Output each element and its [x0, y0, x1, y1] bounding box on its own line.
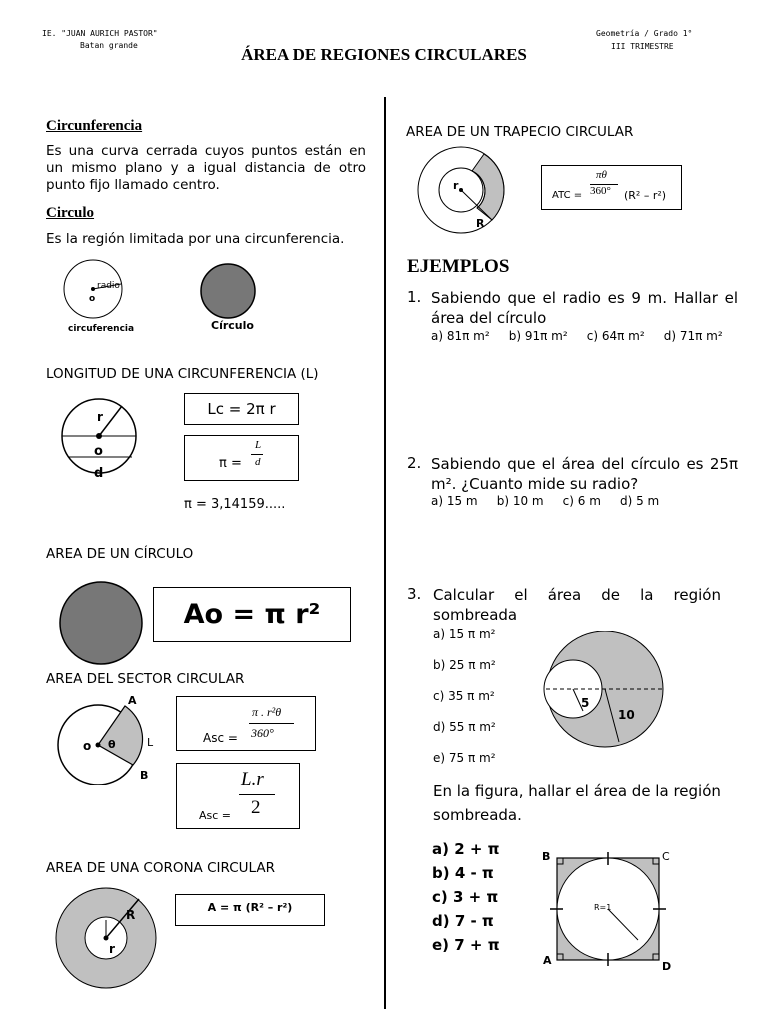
longitud-figure: [52, 393, 152, 483]
school-location: Batan grande: [80, 41, 138, 50]
sector-formula1-box: [176, 696, 316, 751]
longitud-formula: Lc = 2π r: [207, 400, 276, 418]
trapecio-R-label: R: [476, 217, 485, 230]
trapecio-formula-box: [541, 165, 682, 210]
trapecio-figure: [413, 146, 513, 236]
trapecio-formula-lhs: ATC =: [552, 190, 583, 201]
q3-option: a) 15 π m²: [433, 627, 496, 641]
pi-formula-den: d: [255, 456, 261, 468]
q1-option: a) 81π m²: [431, 329, 490, 343]
d-label: d: [94, 466, 104, 481]
q4-A-label: A: [543, 954, 552, 967]
q3-big-radius: 10: [618, 708, 635, 722]
q1-number: 1.: [407, 288, 422, 306]
ejemplos-title: EJEMPLOS: [407, 256, 510, 277]
corona-r-label: r: [109, 942, 115, 956]
pi-formula-box: [184, 435, 299, 481]
circulo-title: Circulo: [46, 205, 95, 221]
fraction-bar: [251, 454, 263, 455]
q2-text: Sabiendo que el área del círculo es 25π m². ¿Cuanto mide su radio?: [431, 455, 738, 493]
circunferencia-title: Circunferencia: [46, 118, 143, 134]
q2-option: c) 6 m: [562, 494, 601, 508]
trapecio-formula-den: 360°: [590, 185, 611, 197]
column-divider: [384, 97, 386, 1009]
fraction-bar: [249, 723, 294, 724]
q2-option: a) 15 m: [431, 494, 478, 508]
sector-formula1-lhs: Asc =: [203, 731, 238, 745]
longitud-title: LONGITUD DE UNA CIRCUNFERENCIA (L): [46, 366, 319, 382]
area-circulo-formula-box: [153, 587, 351, 642]
q2-options: [431, 494, 659, 508]
q3-figure: [543, 631, 668, 751]
corona-figure: [54, 885, 164, 995]
q1-text: Sabiendo que el radio es 9 m. Hallar el área del círculo: [431, 289, 738, 327]
subject-grade: Geometría / Grado 1°: [596, 29, 693, 38]
area-circulo-figure: [58, 580, 144, 666]
q4-option: e) 7 + π: [432, 936, 500, 954]
circle-definition-figure: [55, 258, 275, 338]
sector-figure: [50, 690, 160, 785]
q4-option: a) 2 + π: [432, 840, 500, 858]
q3-options: [433, 627, 496, 782]
pi-value: π = 3,14159.....: [184, 497, 286, 512]
sector-formula1-den: 360°: [251, 726, 274, 740]
sector-formula2-box: [176, 763, 300, 829]
page-title: ÁREA DE REGIONES CIRCULARES: [241, 45, 527, 64]
q3-option: d) 55 π m²: [433, 720, 496, 734]
q4-option: b) 4 - π: [432, 864, 494, 882]
q1-option: b) 91π m²: [508, 329, 568, 343]
circunferencia-text: Es una curva cerrada cuyos puntos están en un mismo plano y a igual distancia de otro punto fijo llamado centro.: [46, 143, 366, 193]
q3-option: b) 25 π m²: [433, 658, 496, 672]
corona-R-label: R: [126, 908, 136, 922]
pi-formula-lhs: π =: [219, 456, 242, 471]
school-name: IE. "JUAN AURICH PASTOR": [42, 29, 158, 38]
circulo-caption: Círculo: [211, 319, 254, 332]
q4-B-label: B: [542, 850, 551, 863]
trapecio-r-label: r: [453, 179, 459, 192]
o-label: o: [94, 444, 103, 459]
q1-options: [431, 329, 741, 344]
q4-radius-label: R=1: [594, 903, 612, 912]
sector-formula1-num: π . r²θ: [252, 705, 282, 719]
q2-number: 2.: [407, 454, 422, 472]
sector-A-label: A: [128, 694, 137, 707]
trapecio-formula-num: πθ: [596, 169, 607, 181]
sector-L-label: L: [147, 736, 154, 749]
q4-figure: [540, 848, 680, 973]
area-circulo-title: AREA DE UN CÍRCULO: [46, 546, 194, 562]
corona-formula: A = π (R² – r²): [207, 901, 293, 914]
sector-formula2-lhs: Asc =: [199, 809, 232, 822]
q4-options: [432, 840, 500, 960]
sector-B-label: B: [140, 769, 149, 782]
q3-small-radius: 5: [581, 696, 590, 710]
q2-option: d) 5 m: [619, 494, 660, 508]
center-label: o: [89, 294, 96, 304]
q4-D-label: D: [662, 960, 672, 973]
q2-option: b) 10 m: [496, 494, 544, 508]
q3-text: Calcular el área de la región sombreada: [433, 586, 721, 624]
pi-formula-num: L: [255, 439, 262, 451]
q3-option: e) 75 π m²: [433, 751, 496, 765]
sector-formula2-den: 2: [251, 797, 261, 818]
circunferencia-caption: circuferencia: [68, 324, 135, 334]
longitud-formula-box: [184, 393, 299, 425]
radio-label: radio: [97, 281, 120, 291]
sector-title: AREA DEL SECTOR CIRCULAR: [46, 671, 245, 687]
trapecio-title: AREA DE UN TRAPECIO CIRCULAR: [406, 124, 634, 140]
sector-o-label: o: [83, 739, 92, 753]
area-circulo-formula: Ao = π r²: [183, 599, 321, 630]
q4-option: c) 3 + π: [432, 888, 499, 906]
corona-title: AREA DE UNA CORONA CIRCULAR: [46, 860, 275, 876]
q1-option: c) 64π m²: [586, 329, 645, 343]
fraction-bar: [239, 794, 275, 795]
sector-formula2-num: L.r: [241, 769, 264, 790]
corona-formula-box: [175, 894, 325, 926]
q4-C-label: C: [662, 850, 670, 863]
q4-text: En la figura, hallar el área de la región sombreada.: [433, 782, 721, 824]
trapecio-formula-rhs: (R² – r²): [624, 189, 667, 202]
q3-option: c) 35 π m²: [433, 689, 495, 703]
term: III TRIMESTRE: [611, 42, 674, 51]
r-label: r: [97, 410, 103, 424]
circulo-text: Es la región limitada por una circunferencia.: [46, 231, 345, 247]
q1-option: d) 71π m²: [663, 329, 723, 343]
q4-option: d) 7 - π: [432, 912, 494, 930]
sector-theta-label: θ: [108, 738, 116, 751]
q3-number: 3.: [407, 585, 422, 603]
